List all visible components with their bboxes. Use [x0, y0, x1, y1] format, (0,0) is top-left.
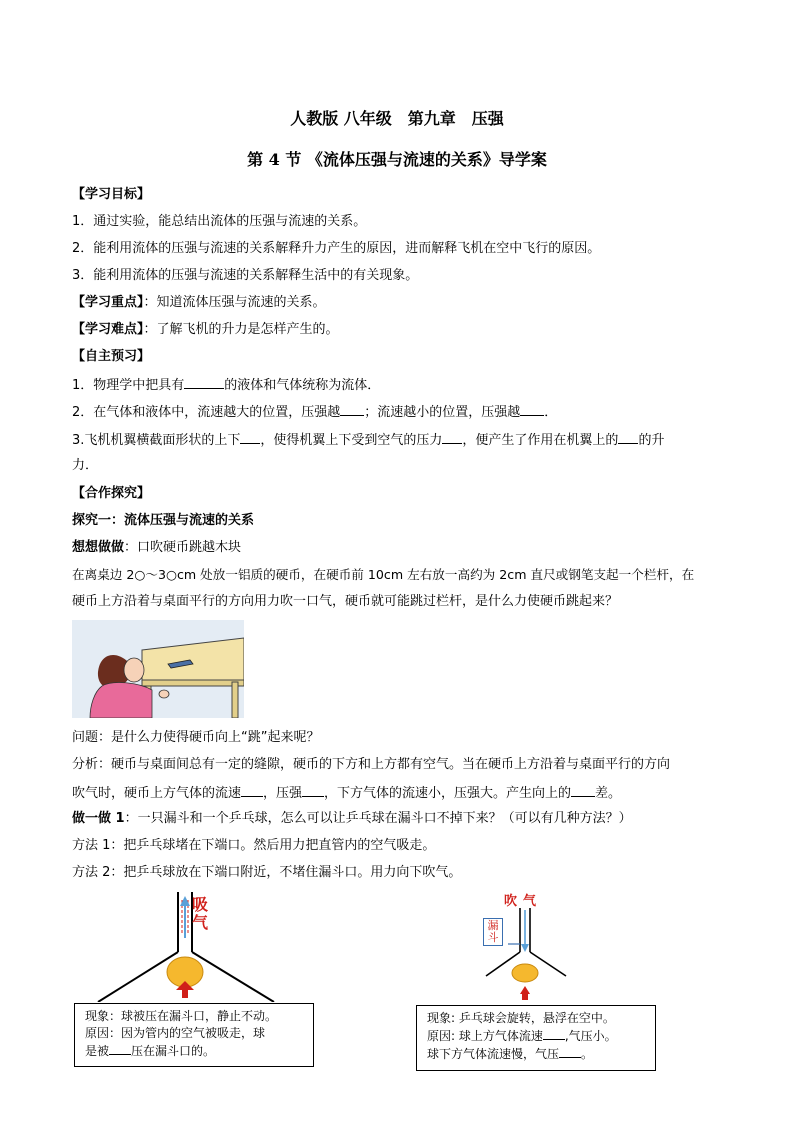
experiment-paragraph: 硬币上方沿着与桌面平行的方向用力吹一口气，硬币就可能跳过栏杆，是什么力使硬币跳起来？	[72, 594, 619, 609]
preview-heading: 【自主预习】	[72, 349, 151, 364]
preview-question-3-cont: 力．	[72, 458, 99, 473]
answer-blank[interactable]	[618, 430, 638, 444]
question-text: ．	[544, 405, 558, 420]
objective-item: 3．能利用流体的压强与流速的关系解释生活中的有关现象。	[72, 268, 419, 283]
analysis-text: ，压强	[263, 786, 303, 801]
box-text: ,气压小。	[564, 1029, 617, 1043]
phenomenon-text: 现象: 乒乓球会旋转，悬浮在空中。	[427, 1011, 615, 1025]
answer-blank[interactable]	[571, 783, 595, 797]
answer-blank[interactable]	[520, 402, 544, 416]
question-text: 2．在气体和液体中，流速越大的位置，压强越	[72, 405, 341, 420]
box-text: 。	[581, 1047, 594, 1061]
reason-text-2	[85, 1042, 303, 1060]
analysis-line-2	[72, 783, 621, 803]
preview-question-1	[72, 375, 380, 395]
girl-blowing-coin-illustration	[72, 620, 244, 718]
question-text: 的液体和气体统称为流体．	[224, 378, 381, 393]
think-text: ：口吹硬币跳越木块	[124, 540, 242, 555]
think-and-do	[72, 539, 241, 557]
answer-blank[interactable]	[240, 430, 260, 444]
inquiry-1-title: 探究一：流体压强与流速的关系	[72, 513, 255, 528]
reason-text-2	[427, 1045, 645, 1063]
answer-blank[interactable]	[543, 1027, 565, 1040]
think-label: 想想做做	[72, 540, 125, 555]
analysis-text: 差。	[595, 786, 622, 801]
blowing-explanation-box	[416, 1005, 656, 1071]
suction-label: 吸气	[192, 895, 209, 932]
answer-blank[interactable]	[340, 402, 364, 416]
suction-explanation-box	[74, 1003, 314, 1067]
question-text: ，使得机翼上下受到空气的压力	[260, 433, 443, 448]
reason-text	[427, 1027, 645, 1045]
key-point-label: 【学习重点】	[72, 295, 144, 310]
doit-label: 做一做 1	[72, 811, 125, 826]
key-point	[72, 294, 326, 312]
answer-blank[interactable]	[241, 783, 263, 797]
reason-text: 原因：因为管内的空气被吸走，球	[85, 1026, 266, 1040]
cooperate-heading: 【合作探究】	[72, 486, 151, 501]
box-text: 球下方气体流速慢，气压	[427, 1047, 560, 1061]
doit-text: ：一只漏斗和一个乒乓球，怎么可以让乒乓球在漏斗口不掉下来？（可以有几种方法？）	[124, 811, 632, 826]
answer-blank[interactable]	[559, 1045, 581, 1058]
page-title: 人教版 八年级 第九章 压强	[290, 109, 504, 128]
question-text: 3.飞机机翼横截面形状的上下	[72, 433, 241, 448]
difficulty-text: ：了解飞机的升力是怎样产生的。	[143, 322, 339, 337]
analysis-text: 吹气时，硬币上方气体的流速	[72, 786, 242, 801]
box-text: 是被	[85, 1044, 110, 1058]
analysis-line: 分析：硬币与桌面间总有一定的缝隙，硬币的下方和上方都有空气。当在硬币上方沿着与桌面平行的方向	[72, 757, 671, 772]
question-text: 1．物理学中把具有	[72, 378, 185, 393]
question-text: ，便产生了作用在机翼上的	[462, 433, 619, 448]
key-point-text: ：知道流体压强与流速的关系。	[143, 295, 326, 310]
page-subtitle: 第 4 节 《流体压强与流速的关系》导学案	[247, 150, 547, 169]
difficulty	[72, 321, 339, 339]
answer-blank[interactable]	[442, 430, 462, 444]
question-line: 问题：是什么力使得硬币向上“跳”起来呢？	[72, 730, 320, 745]
phenomenon-text: 现象：球被压在漏斗口，静止不动。	[85, 1009, 278, 1023]
answer-blank[interactable]	[302, 783, 324, 797]
funnel-suction-diagram	[96, 890, 276, 1002]
objective-item: 2．能利用流体的压强与流速的关系解释升力产生的原因，进而解释飞机在空中飞行的原因。	[72, 241, 601, 256]
box-text: 原因: 球上方气体流速	[427, 1029, 543, 1043]
preview-question-3	[72, 430, 664, 450]
preview-question-2	[72, 402, 557, 422]
experiment-paragraph: 在离桌边 2○～3○cm 处放一铝质的硬币，在硬币前 10cm 左右放一高约为 2cm 直尺或钢笔支起一个栏杆，在	[72, 567, 695, 582]
question-text: ；流速越小的位置，压强越	[364, 405, 521, 420]
question-text: 的升	[638, 433, 665, 448]
difficulty-label: 【学习难点】	[72, 322, 144, 337]
do-it-1	[72, 810, 632, 828]
method-1: 方法 1：把乒乓球堵在下端口。然后用力把直管内的空气吸走。	[72, 838, 436, 853]
funnel-label: 漏斗	[483, 918, 503, 946]
objective-item: 1．通过实验，能总结出流体的压强与流速的关系。	[72, 214, 367, 229]
answer-blank[interactable]	[184, 375, 224, 389]
blow-label: 吹气	[504, 894, 543, 909]
method-2: 方法 2：把乒乓球放在下端口附近，不堵住漏斗口。用力向下吹气。	[72, 865, 462, 880]
box-text: 压在漏斗口的。	[131, 1044, 216, 1058]
analysis-text: ，下方气体的流速小，压强大。产生向上的	[324, 786, 572, 801]
objectives-heading: 【学习目标】	[72, 187, 151, 202]
answer-blank[interactable]	[109, 1042, 131, 1055]
